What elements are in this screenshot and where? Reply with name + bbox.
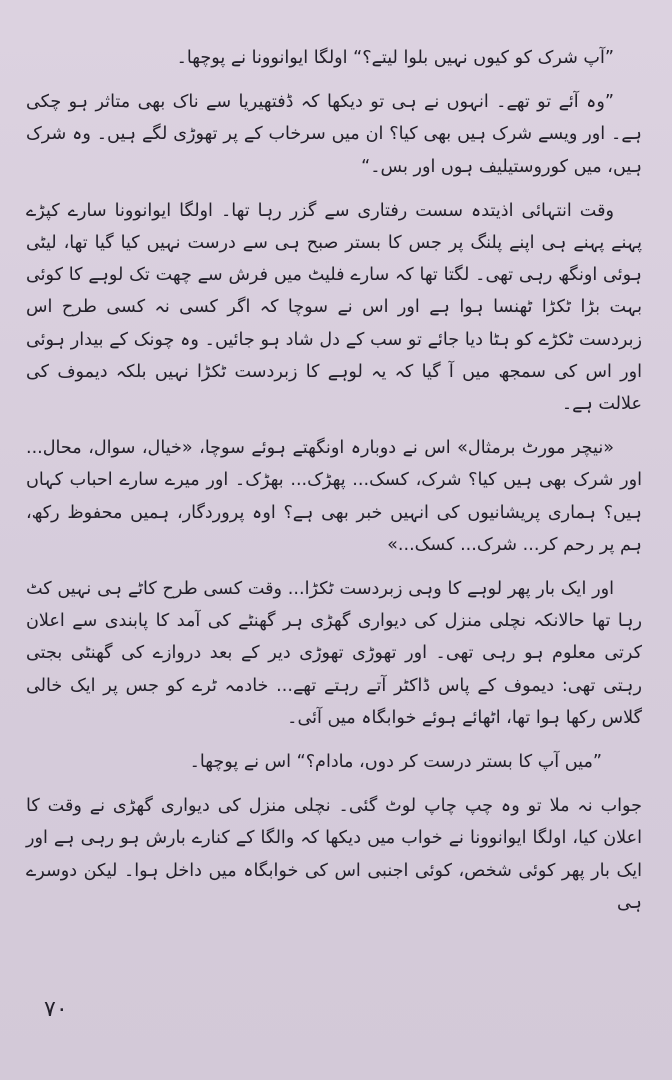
page-number: ۷۰ — [44, 997, 68, 1022]
paragraph-reply: ”وہ آئے تو تھے۔ انہوں نے ہی تو دیکھا کہ ڈفتھیریا سے ناک بھی متاثر ہو چکی ہے۔ اور ویسے شرک ہیں بھی کیا؟ ان میں سرخاب کے پر تھوڑی لگے ہیں۔ وہ شرک ہیں، میں کوروستیلیف ہوں اور بس۔“ — [26, 92, 642, 177]
paragraph-narration-3: جواب نہ ملا تو وہ چپ چاپ لوٹ گئی۔ نچلی منزل کی دیواری گھڑی نے وقت کا اعلان کیا، اولگا ایوانوونا نے خواب میں دیکھا کہ والگا کے کنارے بارش ہو رہی ہے اور ایک بار پھر کوئی شخص، کوئی اجنبی اس کی خوابگاہ میں داخل ہوا۔ لیکن دوسرے ہی — [26, 796, 642, 913]
page-body-text — [26, 42, 642, 919]
paragraph-narration-2: اور ایک بار پھر لوہے کا وہی زبردست ٹکڑا... وقت کسی طرح کاٹے ہی نہیں کٹ رہا تھا حالانکہ نچلی منزل کی دیواری گھڑی ہر گھنٹے کی آمد کا پابندی سے اعلان کرتی معلوم ہو رہی تھی۔ اور تھوڑی تھوڑی دیر کے بعد دروازے کی گھنٹی بجتی رہتی تھی: دیموف کے پاس ڈاکٹر آتے رہتے تھے... خادمہ ٹرے کو جس پر ایک خالی گلاس رکھا ہوا تھا، اٹھائے ہوئے خوابگاہ میں آئی۔ — [26, 579, 642, 728]
paragraph-inner-thought: «نیچر مورٹ برمثال» اس نے دوبارہ اونگھتے ہوئے سوچا، «خیال، سوال، محال... اور شرک بھی ہیں کیا؟ شرک، کسک... پھڑک... بھڑک۔ اور میرے سارے احباب کہاں ہیں؟ ہماری پریشانیوں کی انہیں خبر بھی ہے؟ اوہ پروردگار، ہمیں محفوظ رکھ، ہم پر رحم کر... شرک... کسک...» — [26, 438, 642, 555]
paragraph-question: ”آپ شرک کو کیوں نہیں بلوا لیتے؟“ اولگا ایوانوونا نے پوچھا۔ — [176, 48, 614, 68]
paragraph-narration-1: وقت انتہائی اذیتدہ سست رفتاری سے گزر رہا تھا۔ اولگا ایوانوونا سارے کپڑے پہنے پہنے ہی اپنے پلنگ پر جس کا بستر صبح ہی سے درست نہیں کیا گیا تھا، لیٹی ہوئی اونگھ رہی تھی۔ لگتا تھا کہ سارے فلیٹ میں فرش سے چھت تک لوہے کا کوئی بہت بڑا ٹکڑا ٹھنسا ہوا ہے اور اس نے سوچا کہ اگر کسی نہ کسی طرح اس زبردست ٹکڑے کو ہٹا دیا جائے تو سب کے دل شاد ہو جائیں۔ وہ چونک کے بیدار ہوئی اور اس کی سمجھ میں آ گیا کہ یہ لوہے کا زبردست ٹکڑا نہیں بلکہ دیموف کی علالت ہے۔ — [26, 200, 642, 415]
paragraph-maid-question: ”میں آپ کا بستر درست کر دوں، مادام؟“ اس نے پوچھا۔ — [189, 752, 602, 773]
